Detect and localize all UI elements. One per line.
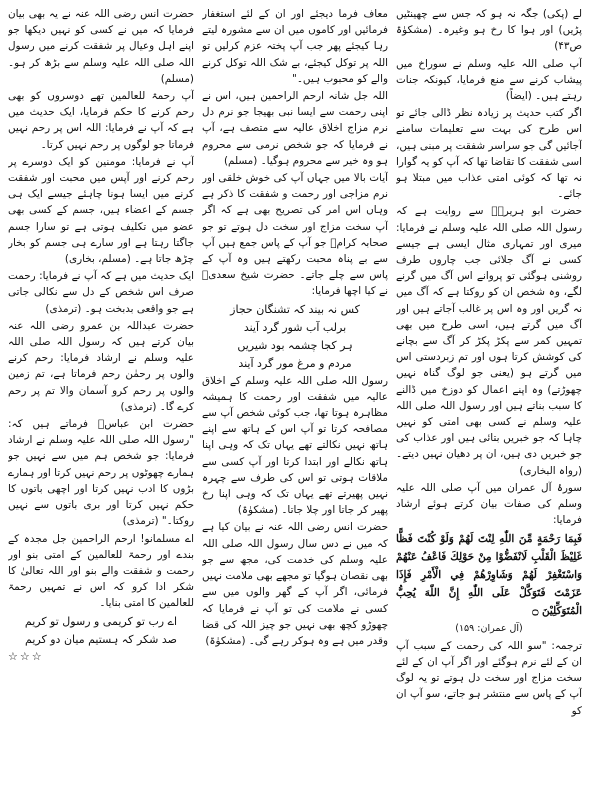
paragraph: آپ رحمۃ للعالمین تھے دوسروں کو بھی رحم کرنے کا حکم فرمایا، ایک حدیث میں ہے کہ آپ نے فرمایا: اللہ اس پر رحم نہیں فرماتا جو لوگوں پر رحم نہیں کرتا۔	[8, 90, 194, 151]
reference: (آل عمران: ۱۵۹)	[455, 622, 523, 634]
middle-column	[202, 6, 388, 794]
paragraph: اللہ جل شانہ ارحم الراحمین ہیں، اس نے اپنی رحمت سے ایسا نبی بھیجا جو نرم دل نرم مزاج اخلاق عالیہ سے متصف ہے، آپ نے فرمایا کہ جو شخص نرمی سے محروم ہو وہ خیر سے محروم ہوگیا۔ (مسلم)	[202, 90, 388, 167]
right-column	[396, 6, 582, 794]
paragraph: آیات بالا میں جہاں آپ کی خوش خلقی اور نرم مزاجی اور رحمت و شفقت کا ذکر ہے وہاں اس امر کی تصریح بھی ہے کہ اگر آپ سخت مزاج اور سخت دل ہوتے تو جو صحابہ کرامؓ جو آپ کے پاس جمع ہیں آپ سے بے پناہ محبت رکھتے ہیں وہ آپ کے پاس سے چلے جاتے۔ حضرت شیخ سعدیؒ نے کیا اچھا فرمایا:	[202, 172, 388, 298]
arabic-verse: فَبِمَا رَحْمَةٍ مِّنَ اللّٰهِ لِنْتَ لَهُمْ وَلَوْ كُنْتَ فَظًّا غَلِيْظَ الْقَلْبِ لَانْفَضُّوْا مِنْ حَوْلِكَ فَاعْفُ عَنْهُمْ وَاسْتَغْفِرْ لَهُمْ وَشَاوِرْهُمْ فِي الْأَمْرِ فَإِذَا عَزَمْتَ فَتَوَكَّلْ عَلَى اللّٰهِ إِنَّ اللّٰهَ يُحِبُّ الْمُتَوَكِّلِيْنَ ۝	[396, 532, 582, 617]
paragraph: ترجمہ: "سو اللہ کی رحمت کے سبب آپ ان کے لئے نرم ہوگئے اور اگر آپ ان کے لئے سخت مزاج اور سخت دل ہوتے تو یہ لوگ آپ کے پاس سے منتشر ہو جاتے، سو آپ ان کو	[396, 639, 582, 717]
paragraph: ایک حدیث میں ہے کہ آپ نے فرمایا: رحمت صرف اس شخص کے دل سے نکالی جاتی ہے جو واقعی بدبخت ہو۔ (ترمذی)	[8, 270, 194, 315]
end-stars: ☆☆☆	[8, 649, 44, 663]
paragraph: اے مسلمانو! ارحم الراحمین جل مجدہ کے بندے اور رحمۃ للعالمین کے امتی بنو اور رحمت و شفقت والے بنو اور اللہ تعالیٰ کا شکر ادا کرو کہ اس نے تمہیں رحمۃ للعالمین کا امتی بنایا۔	[8, 532, 194, 610]
paragraph: لے (پکی) جگہ نہ ہو کہ جس سے چھینٹیں پڑیں) اور ہوا کا رخ ہو وغیرہ۔ (مشکوٰۃ ص۴۳)	[396, 8, 582, 53]
left-column	[8, 6, 194, 794]
poetry-line: اے رب تو کریمی و رسول تو کریم	[24, 614, 178, 628]
poetry-line: کس نہ بیند کہ تشنگان حجاز	[230, 302, 360, 316]
poetry-line: ہر کجا چشمہ بود شیریں	[237, 338, 353, 352]
paragraph: حضرت ابن عباسؓ فرماتے ہیں کہ: "رسول اللہ صلی اللہ علیہ وسلم نے ارشاد فرمایا: جو شخص ہم میں سے نہیں جو ہمارے چھوٹوں پر رحم نہیں کرتا اور ہمارے بڑوں کا ادب نہیں کرتا اور اچھی باتوں کا حکم نہیں کرتا اور بری باتوں سے نہیں روکتا۔" (ترمذی)	[8, 418, 194, 528]
paragraph: سورۂ آل عمران میں آپ صلی اللہ علیہ وسلم کی صفات بیان کرتے ہوئے ارشاد فرمایا:	[396, 481, 582, 527]
poetry-line: صد شکر کہ ہستیم میان دو کریم	[25, 632, 177, 646]
paragraph: حضرت انس رضی اللہ عنہ نے بیان کیا ہے کہ میں نے دس سال رسول اللہ صلی اللہ علیہ وسلم کی خدمت کی، مجھ سے جو بھی نقصان ہوگیا تو مجھے بھی ملامت نہیں فرمائی، اگر آپ کے گھر والوں میں سے کسی نے ملامت کی تو آپ نے فرمایا کہ چھوڑو کچھ بھی نہیں جو چیز اللہ کی قضا وقدر میں ہے وہ ہوکر رہے گی۔ (مشکوٰۃ)	[202, 521, 388, 647]
poetry-line: برلب آب شور گرد آیند	[243, 320, 347, 334]
paragraph: آپ نے فرمایا: مومنین کو ایک دوسرے پر رحم کرنے اور آپس میں محبت اور شفقت کرنے میں ایسا ہونا چاہئے جیسے ایک ہی جسم کے اعضاء ہیں، جسم کے کسی بھی عضو میں تکلیف ہوتی ہے تو سارا جسم جاگتا رہتا ہے اور سارے ہی جسم کو بخار چڑھ جاتا ہے۔ (مسلم، بخاری)	[8, 155, 194, 266]
paragraph: اگر کتب حدیث پر زیادہ نظر ڈالی جائے تو اس طرح کی بہت سے تعلیمات سامنے آجائیں گی جو سراسر شفقت پر مبنی ہیں، اسی شفقت کا تقاضا تھا کہ آپ کو یہ گوارا نہ تھا کہ کوئی امتی عذاب میں مبتلا ہو جائے۔	[396, 107, 582, 201]
poetry-line: مردم و مرغ مور گرد آیند	[238, 356, 352, 370]
paragraph: آپ صلی اللہ علیہ وسلم نے سوراخ میں پیشاب کرنے سے منع فرمایا، کیونکہ جنات رہتے ہیں۔ (ایضاً)	[396, 57, 582, 103]
paragraph: رسول اللہ صلی اللہ علیہ وسلم کے اخلاق عالیہ میں شفقت اور رحمت کا ہمیشہ مظاہرہ ہوتا تھا، جب کوئی شخص آپ سے مصافحہ کرتا تو آپ اس کے ہاتھ سے اپنے ہاتھ نہیں نکالتے تھے یہاں تک کہ وہی اپنا ہاتھ نکالے اور ابتدا کرتا اور آپ کسی سے ملاقات ہوتی تو اس کی طرف سے چہرہ نہیں پھیرتے تھے یہاں تک کہ وہی اپنا رخ پھیر کر جاتا اور چلا جاتا۔ (مشکوٰۃ)	[202, 374, 388, 517]
paragraph: حضرت انس رضی اللہ عنہ نے یہ بھی بیان فرمایا کہ میں نے کسی کو نہیں دیکھا جو اپنے اہل وعیال پر شفقت کرنے میں رسول اللہ صلی اللہ علیہ وسلم سے بڑھ کر ہو۔ (مسلم)	[8, 8, 194, 85]
paragraph: حضرت ابو ہریرہؓ سے روایت ہے کہ رسول اللہ صلی اللہ علیہ وسلم نے فرمایا: میری اور تمہاری مثال ایسی ہے جیسے کسی نے آگ جلائی جب چاروں طرف روشنی ہوگئی تو پروانے اس آگ میں گرنے لگے، وہ شخص ان کو روکتا ہے کہ آگ میں نہ گریں اور وہ اس پر غالب آجاتے ہیں اور آگ میں گرتے ہیں، اسی طرح میں بھی تمہیں کمر سے پکڑ پکڑ کر آگ سے بچانے کی کوشش کرتا ہوں اور تم زبردستی اس میں گرتے ہو (یعنی جو لوگ گناہ نہیں چھوڑتے) وہ اپنے اعمال کو دوزخ میں ڈالنے کا سبب بناتے ہیں اور رسول اللہ صلی اللہ علیہ وسلم نے کسی بھی امتی کو نہیں چاہا کہ جو خبریں بتائی ہیں اور عذاب کی جو خبریں دی ہیں، ان پر دھیان نہیں دیتے۔ (رواہ البخاری)	[396, 205, 582, 477]
paragraph: معاف فرما دیجئے اور ان کے لئے استغفار فرمائیں اور کاموں میں ان سے مشورہ لیتے رہا کیجئے پھر جب آپ پختہ عزم کرلیں تو اللہ پر توکل کیجئے، بے شک اللہ توکل کرنے والے کو محبوب ہیں۔"	[202, 8, 388, 85]
paragraph: حضرت عبداللہ بن عمرو رضی اللہ عنہ بیان کرتے ہیں کہ رسول اللہ صلی اللہ علیہ وسلم نے ارشاد فرمایا: رحم کرنے والوں پر رحمٰن رحم فرماتا ہے، تم زمین والوں پر رحم کرو آسمان والا تم پر رحم کرے گا۔ (ترمذی)	[8, 319, 194, 413]
text-columns	[8, 6, 582, 794]
